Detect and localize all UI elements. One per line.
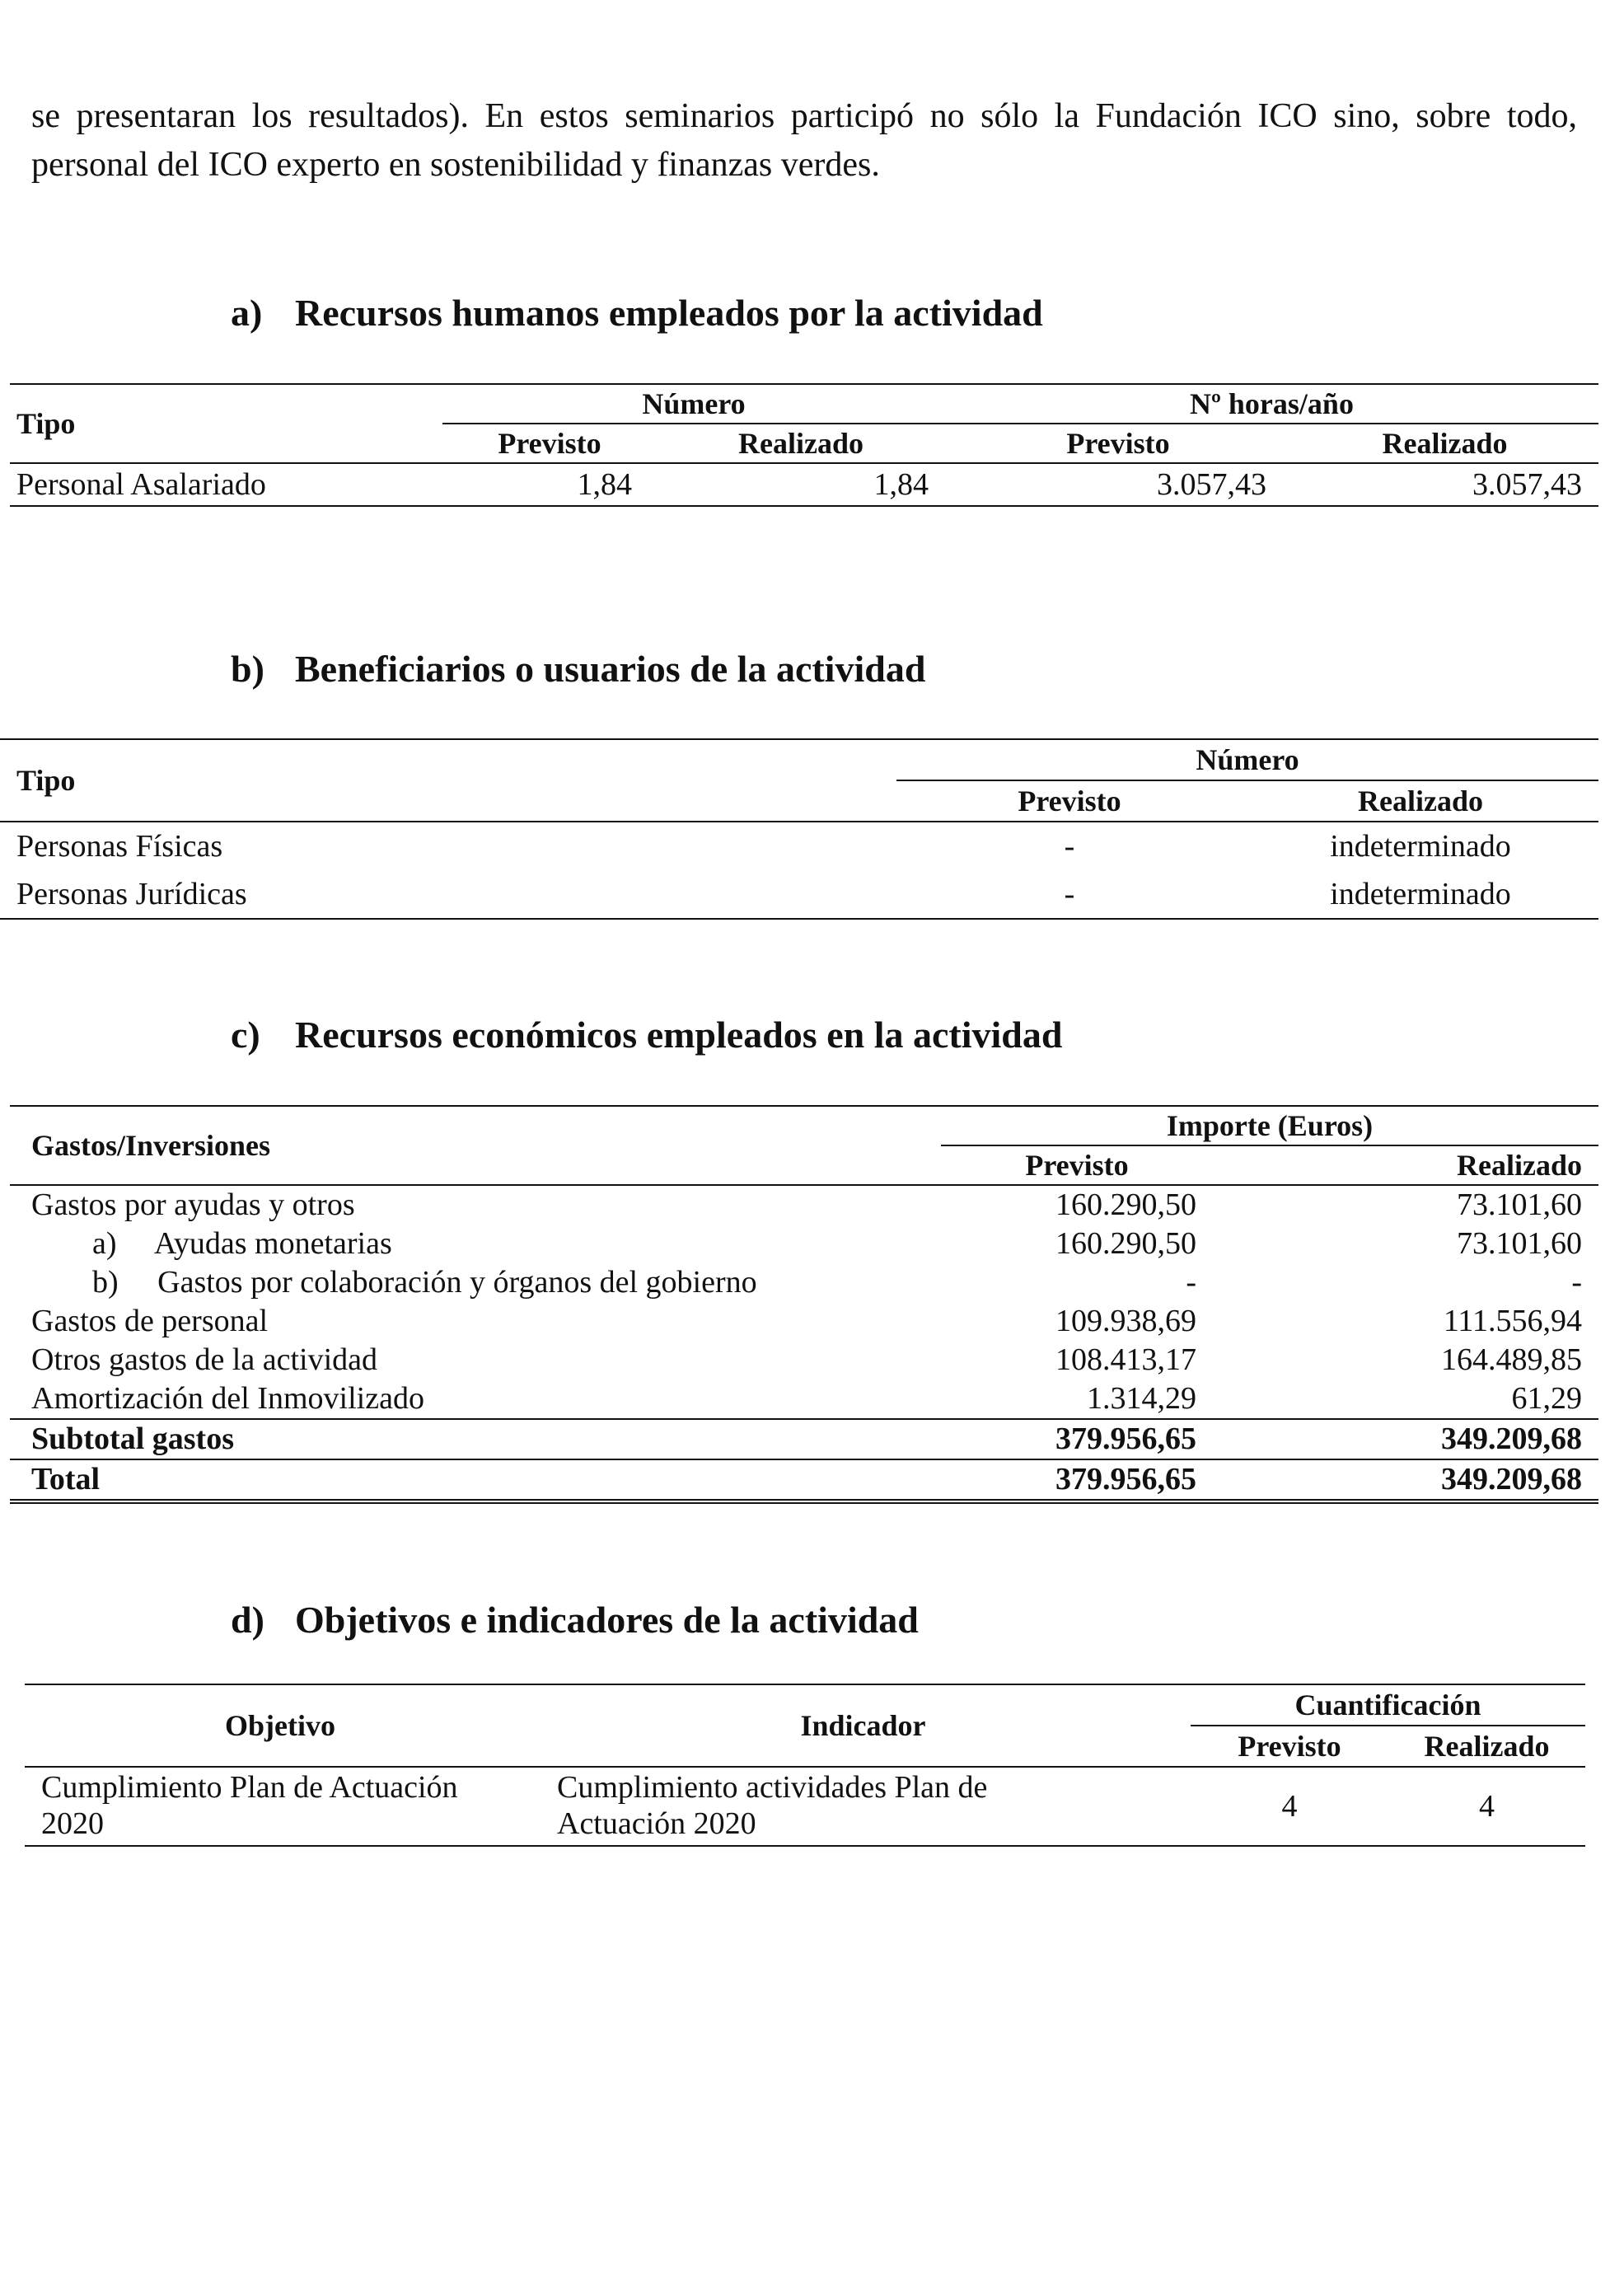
row-realizado: 61,29 xyxy=(1511,1381,1582,1416)
row-indicador xyxy=(536,1767,1191,1846)
row-label: a) Ayudas monetarias xyxy=(92,1226,392,1261)
header-num-previsto: Previsto xyxy=(498,427,601,460)
subtotal-row xyxy=(10,1419,1598,1459)
total-row xyxy=(10,1459,1598,1501)
row-realizado: 111.556,94 xyxy=(1443,1304,1582,1338)
row-label: Gastos de personal xyxy=(31,1304,269,1338)
table-row xyxy=(10,463,1598,506)
header-indicador: Indicador xyxy=(536,1684,1191,1767)
section-a-heading xyxy=(231,291,1043,335)
section-a-title: Recursos humanos empleados por la actividad xyxy=(295,292,1043,334)
header-tipo: Tipo xyxy=(10,384,442,463)
row-tipo: Personas Jurídicas xyxy=(16,877,247,911)
table-row xyxy=(0,870,1598,919)
human-resources-table xyxy=(10,383,1598,507)
header-cuantificacion: Cuantificación xyxy=(1191,1684,1585,1726)
row-realizado: 164.489,85 xyxy=(1441,1342,1582,1377)
total-label: Total xyxy=(31,1462,101,1496)
subtotal-previsto: 379.956,65 xyxy=(1055,1422,1196,1456)
section-d-letter: d) xyxy=(231,1599,264,1641)
header-realizado: Realizado xyxy=(1457,1149,1582,1182)
row-previsto: - xyxy=(1064,877,1075,911)
row-label: Gastos por ayudas y otros xyxy=(31,1187,355,1222)
row-previsto: - xyxy=(1186,1265,1196,1300)
header-previsto: Previsto xyxy=(1018,785,1121,817)
header-realizado: Realizado xyxy=(1424,1730,1550,1763)
total-realizado: 349.209,68 xyxy=(1441,1462,1582,1496)
row-realizado: 4 xyxy=(1479,1789,1495,1824)
section-c-heading xyxy=(231,1013,1062,1057)
section-d-heading xyxy=(231,1598,919,1642)
table-row xyxy=(0,822,1598,870)
section-c-letter: c) xyxy=(231,1014,260,1056)
header-horas: Nº horas/año xyxy=(945,384,1598,424)
row-previsto: 4 xyxy=(1281,1789,1298,1824)
subtotal-label: Subtotal gastos xyxy=(31,1422,234,1456)
header-realizado: Realizado xyxy=(1358,785,1483,817)
subtotal-realizado: 349.209,68 xyxy=(1441,1422,1582,1456)
row-previsto: 108.413,17 xyxy=(1055,1342,1196,1377)
header-tipo: Tipo xyxy=(0,739,896,822)
row-previsto: 160.290,50 xyxy=(1055,1187,1196,1222)
row-realizado: - xyxy=(1571,1265,1582,1300)
table-row xyxy=(10,1185,1598,1225)
header-numero: Número xyxy=(896,739,1598,780)
row-tipo: Personal Asalariado xyxy=(16,467,266,502)
row-horas-previsto: 3.057,43 xyxy=(1157,467,1266,502)
objectives-table xyxy=(25,1684,1585,1847)
row-label: b) Gastos por colaboración y órganos del gobierno xyxy=(92,1265,757,1300)
section-b-heading xyxy=(231,647,925,691)
row-label: Amortización del Inmovilizado xyxy=(31,1381,424,1416)
row-horas-realizado: 3.057,43 xyxy=(1472,467,1582,502)
header-gastos: Gastos/Inversiones xyxy=(10,1106,941,1185)
table-row xyxy=(10,1341,1598,1379)
row-previsto: 160.290,50 xyxy=(1055,1226,1196,1261)
header-importe: Importe (Euros) xyxy=(941,1106,1598,1145)
economic-resources-table xyxy=(10,1105,1598,1504)
row-previsto: 109.938,69 xyxy=(1055,1304,1196,1338)
row-indicador-line: Cumplimiento actividades Plan de xyxy=(557,1770,988,1805)
header-objetivo: Objetivo xyxy=(25,1684,536,1767)
row-objetivo-line: 2020 xyxy=(41,1806,104,1841)
row-objetivo-line: Cumplimiento Plan de Actuación xyxy=(41,1770,458,1805)
row-realizado: 73.101,60 xyxy=(1457,1226,1582,1261)
section-d-title: Objetivos e indicadores de la actividad xyxy=(295,1599,919,1641)
table-row xyxy=(10,1302,1598,1341)
row-tipo: Personas Físicas xyxy=(16,829,223,864)
section-a-letter: a) xyxy=(231,292,263,334)
table-row xyxy=(25,1767,1585,1846)
row-realizado: 73.101,60 xyxy=(1457,1187,1582,1222)
table-row xyxy=(10,1225,1598,1263)
header-horas-previsto: Previsto xyxy=(1066,427,1170,460)
row-indicador-line: Actuación 2020 xyxy=(557,1806,756,1841)
row-label: Otros gastos de la actividad xyxy=(31,1342,378,1377)
table-row xyxy=(10,1263,1598,1302)
row-realizado: indeterminado xyxy=(1330,877,1511,911)
beneficiaries-table xyxy=(0,738,1598,920)
header-num-realizado: Realizado xyxy=(738,427,863,460)
header-numero: Número xyxy=(442,384,945,424)
section-b-letter: b) xyxy=(231,648,264,690)
intro-paragraph: se presentaran los resultados). En estos seminarios participó no sólo la Fundación ICO sino, sobre todo, personal del ICO experto en sostenibilidad y finanzas verdes. xyxy=(31,97,1577,184)
row-realizado: indeterminado xyxy=(1330,829,1511,864)
section-c-title: Recursos económicos empleados en la actividad xyxy=(295,1014,1063,1056)
section-b-title: Beneficiarios o usuarios de la actividad xyxy=(295,648,926,690)
header-horas-realizado: Realizado xyxy=(1382,427,1508,460)
table-row xyxy=(10,1379,1598,1419)
row-num-previsto: 1,84 xyxy=(577,467,632,502)
header-previsto: Previsto xyxy=(1238,1730,1341,1763)
total-previsto: 379.956,65 xyxy=(1055,1462,1196,1496)
row-previsto: - xyxy=(1064,829,1075,864)
row-objetivo xyxy=(25,1767,536,1846)
header-previsto: Previsto xyxy=(1025,1149,1129,1182)
row-num-realizado: 1,84 xyxy=(873,467,929,502)
row-previsto: 1.314,29 xyxy=(1087,1381,1196,1416)
